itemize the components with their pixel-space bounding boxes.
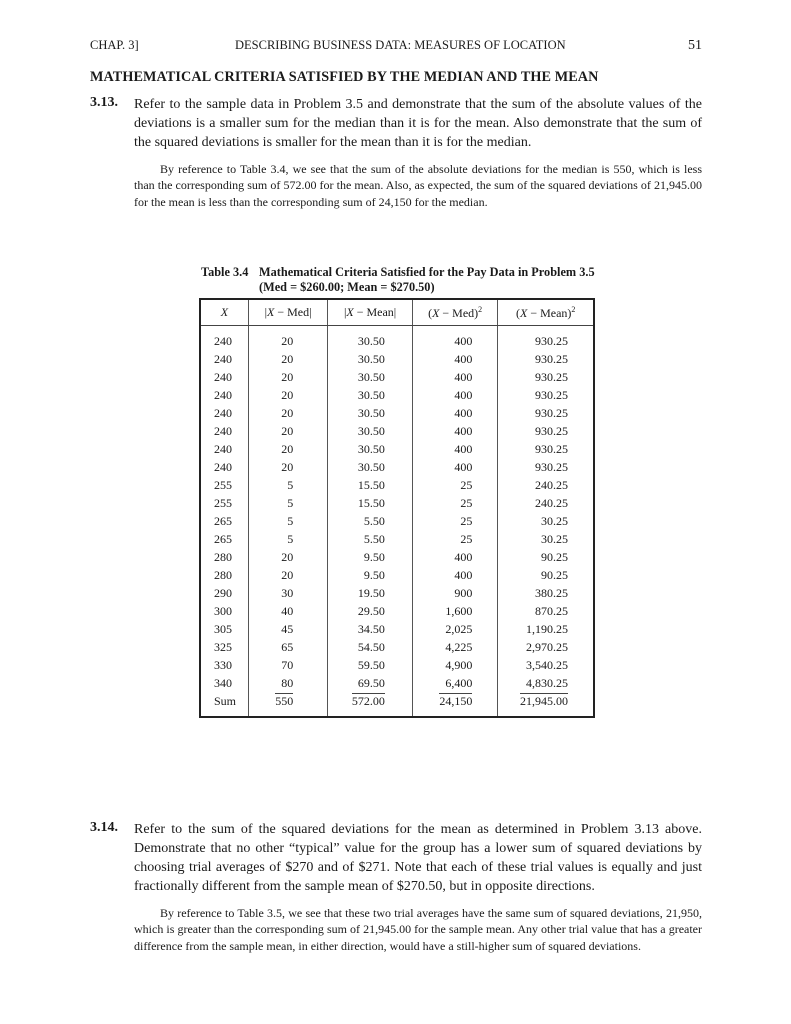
cell-abs-dev-median: 20 [248, 326, 328, 351]
cell-x: 330 [214, 658, 232, 672]
table-caption [201, 265, 595, 295]
header-x: X [200, 299, 248, 326]
header-sq-dev-mean: (X − Mean)$^2$ [498, 299, 594, 326]
cell-sq-dev-median: 400 [412, 440, 498, 458]
cell-sq-dev-median: 400 [412, 386, 498, 404]
cell-x: 240 [214, 406, 232, 420]
cell-x: 240 [214, 442, 232, 456]
cell-x: 255 [214, 496, 232, 510]
sum-value: 24,150 [439, 694, 473, 708]
cell-sq-dev-median: 25 [412, 530, 498, 548]
chapter-title: DESCRIBING BUSINESS DATA: MEASURES OF LOCATION [235, 38, 566, 52]
cell-x: 265 [214, 532, 232, 546]
table-row [200, 584, 594, 602]
cell-abs-dev-median: 20 [248, 350, 328, 368]
table-title-line-1: Mathematical Criteria Satisfied for the Pay Data in Problem 3.5 [259, 265, 595, 279]
cell-abs-dev-median: 20 [248, 440, 328, 458]
table-row [200, 326, 594, 351]
cell-abs-dev-median: 45 [248, 620, 328, 638]
cell-x: 240 [214, 370, 232, 384]
page-number: 51 [688, 38, 702, 53]
cell-sq-dev-mean: 90.25 [498, 548, 594, 566]
sum-value: 21,945.00 [520, 694, 568, 708]
cell-sq-dev-mean: 240.25 [498, 494, 594, 512]
cell-abs-dev-mean: 29.50 [328, 602, 413, 620]
table-row [200, 440, 594, 458]
cell-x: 265 [214, 514, 232, 528]
problem-solution: By reference to Table 3.5, we see that these two trial averages have the same sum of squared deviations, 21,950, which is greater than the corresponding sum of 21,945.00 for the sample mean. Any other trial value that has a greater difference from the sample mean, in either direction, would have a still-higher sum of squared deviations. [134, 906, 702, 953]
cell-x: 280 [214, 568, 232, 582]
cell-sq-dev-median: 1,600 [412, 602, 498, 620]
cell-x: 325 [214, 640, 232, 654]
cell-sq-dev-median: 25 [412, 512, 498, 530]
cell-sq-dev-median: 900 [412, 584, 498, 602]
header-sq-dev-median: (X − Med)$^2$ [412, 299, 498, 326]
cell-sq-dev-median: 400 [412, 350, 498, 368]
cell-abs-dev-median: 5 [248, 512, 328, 530]
chapter-label: CHAP. 3] [90, 38, 139, 52]
cell-sq-dev-mean: 870.25 [498, 602, 594, 620]
cell-sq-dev-mean: 930.25 [498, 326, 594, 351]
cell-abs-dev-mean: 15.50 [328, 476, 413, 494]
cell-sq-dev-mean: 930.25 [498, 368, 594, 386]
cell-abs-dev-median: 65 [248, 638, 328, 656]
cell-abs-dev-mean: 5.50 [328, 530, 413, 548]
table-row [200, 404, 594, 422]
table-row [200, 458, 594, 476]
cell-sq-dev-mean: 930.25 [498, 386, 594, 404]
cell-sq-dev-median: 400 [412, 404, 498, 422]
cell-abs-dev-median: 40 [248, 602, 328, 620]
table-label: Table 3.4 [201, 265, 249, 279]
problem-3-13 [90, 95, 702, 210]
cell-sq-dev-median: 400 [412, 422, 498, 440]
problem-statement: Refer to the sum of the squared deviations for the mean as determined in Problem 3.13 above. Demonstrate that no other “typical” value for the group has a lower sum of squared deviations by choosing trial averages of $270 and of $271. Note that each of these trial values is equally and just fractionally different from the sample mean of $270.50, but in opposite directions. [134, 822, 702, 894]
cell-abs-dev-mean: 30.50 [328, 368, 413, 386]
cell-sq-dev-mean: 1,190.25 [498, 620, 594, 638]
cell-abs-dev-mean: 30.50 [328, 440, 413, 458]
cell-abs-dev-mean: 9.50 [328, 566, 413, 584]
cell-abs-dev-median: 20 [248, 548, 328, 566]
sum-cell-abs-dev-median [248, 692, 328, 717]
cell-abs-dev-median: 30 [248, 584, 328, 602]
table-row [200, 656, 594, 674]
problem-number: 3.13. [90, 95, 118, 110]
table-title-line-2: (Med = $260.00; Mean = $270.50) [259, 280, 435, 294]
cell-sq-dev-mean: 240.25 [498, 476, 594, 494]
cell-sq-dev-mean: 2,970.25 [498, 638, 594, 656]
cell-sq-dev-mean: 930.25 [498, 404, 594, 422]
cell-sq-dev-median: 4,225 [412, 638, 498, 656]
cell-abs-dev-mean: 9.50 [328, 548, 413, 566]
cell-abs-dev-mean: 59.50 [328, 656, 413, 674]
cell-abs-dev-median: 20 [248, 386, 328, 404]
table-row [200, 566, 594, 584]
table-row [200, 350, 594, 368]
table-row [200, 422, 594, 440]
cell-sq-dev-mean: 90.25 [498, 566, 594, 584]
cell-abs-dev-mean: 30.50 [328, 350, 413, 368]
cell-sq-dev-median: 25 [412, 494, 498, 512]
data-table [199, 298, 595, 718]
cell-abs-dev-median: 5 [248, 530, 328, 548]
cell-x: 240 [214, 424, 232, 438]
cell-abs-dev-mean: 30.50 [328, 386, 413, 404]
table-header-row [200, 299, 594, 326]
table-row [200, 512, 594, 530]
cell-sq-dev-median: 400 [412, 548, 498, 566]
cell-sq-dev-mean: 380.25 [498, 584, 594, 602]
header-abs-dev-mean: |X − Mean| [328, 299, 413, 326]
problem-number: 3.14. [90, 820, 118, 835]
cell-abs-dev-mean: 30.50 [328, 404, 413, 422]
cell-sq-dev-mean: 30.25 [498, 512, 594, 530]
cell-abs-dev-median: 80 [248, 674, 328, 692]
cell-sq-dev-mean: 4,830.25 [498, 674, 594, 692]
table-row [200, 530, 594, 548]
table-row [200, 476, 594, 494]
table-title [259, 265, 595, 295]
cell-abs-dev-median: 5 [248, 494, 328, 512]
cell-abs-dev-mean: 54.50 [328, 638, 413, 656]
sum-cell-abs-dev-mean [328, 692, 413, 717]
table-row [200, 548, 594, 566]
cell-abs-dev-median: 20 [248, 404, 328, 422]
sum-value: 550 [275, 694, 294, 708]
cell-abs-dev-mean: 69.50 [328, 674, 413, 692]
cell-sq-dev-median: 400 [412, 368, 498, 386]
cell-sq-dev-median: 4,900 [412, 656, 498, 674]
table-row [200, 386, 594, 404]
cell-sq-dev-mean: 930.25 [498, 440, 594, 458]
section-heading: MATHEMATICAL CRITERIA SATISFIED BY THE MEDIAN AND THE MEAN [90, 69, 599, 85]
cell-sq-dev-median: 2,025 [412, 620, 498, 638]
cell-abs-dev-mean: 34.50 [328, 620, 413, 638]
cell-x: 340 [214, 676, 232, 690]
cell-x: 280 [214, 550, 232, 564]
cell-x: 290 [214, 586, 232, 600]
sum-cell-sq-dev-mean [498, 692, 594, 717]
table-row [200, 620, 594, 638]
sum-value: 572.00 [351, 694, 385, 708]
table-sum-row [200, 692, 594, 717]
cell-abs-dev-mean: 5.50 [328, 512, 413, 530]
cell-sq-dev-median: 400 [412, 566, 498, 584]
cell-sq-dev-median: 400 [412, 326, 498, 351]
cell-sq-dev-mean: 930.25 [498, 458, 594, 476]
sum-cell-sq-dev-median [412, 692, 498, 717]
table-row [200, 368, 594, 386]
cell-abs-dev-mean: 30.50 [328, 326, 413, 351]
table-row [200, 602, 594, 620]
table-row [200, 494, 594, 512]
cell-x: 240 [214, 352, 232, 366]
cell-sq-dev-mean: 30.25 [498, 530, 594, 548]
cell-x: 305 [214, 622, 232, 636]
sum-label: Sum [214, 694, 237, 708]
cell-x: 300 [214, 604, 232, 618]
cell-x: 255 [214, 478, 232, 492]
cell-sq-dev-median: 6,400 [412, 674, 498, 692]
cell-abs-dev-mean: 30.50 [328, 458, 413, 476]
problem-3-14 [90, 820, 702, 954]
cell-sq-dev-median: 25 [412, 476, 498, 494]
cell-x: 240 [214, 334, 232, 348]
cell-sq-dev-mean: 3,540.25 [498, 656, 594, 674]
cell-abs-dev-median: 5 [248, 476, 328, 494]
problem-statement: Refer to the sample data in Problem 3.5 and demonstrate that the sum of the absolute values of the deviations is a smaller sum for the median than it is for the mean. Also demonstrate that the sum of the squared deviations is smaller for the mean than it is for the median. [134, 97, 702, 150]
cell-sq-dev-mean: 930.25 [498, 422, 594, 440]
table-row [200, 674, 594, 692]
cell-abs-dev-median: 20 [248, 422, 328, 440]
cell-abs-dev-mean: 19.50 [328, 584, 413, 602]
cell-abs-dev-median: 70 [248, 656, 328, 674]
cell-abs-dev-mean: 15.50 [328, 494, 413, 512]
cell-x: 240 [214, 460, 232, 474]
running-head [90, 38, 702, 54]
problem-solution: By reference to Table 3.4, we see that the sum of the absolute deviations for the median is 550, which is less than the corresponding sum of 572.00 for the mean. Also, as expected, the sum of the squared deviations of 21,945.00 for the mean is less than the corresponding sum of 24,150 for the median. [134, 162, 702, 209]
cell-abs-dev-mean: 30.50 [328, 422, 413, 440]
header-abs-dev-median: |X − Med| [248, 299, 328, 326]
cell-sq-dev-median: 400 [412, 458, 498, 476]
cell-abs-dev-median: 20 [248, 566, 328, 584]
cell-sq-dev-mean: 930.25 [498, 350, 594, 368]
cell-abs-dev-median: 20 [248, 368, 328, 386]
table-row [200, 638, 594, 656]
cell-abs-dev-median: 20 [248, 458, 328, 476]
cell-x: 240 [214, 388, 232, 402]
